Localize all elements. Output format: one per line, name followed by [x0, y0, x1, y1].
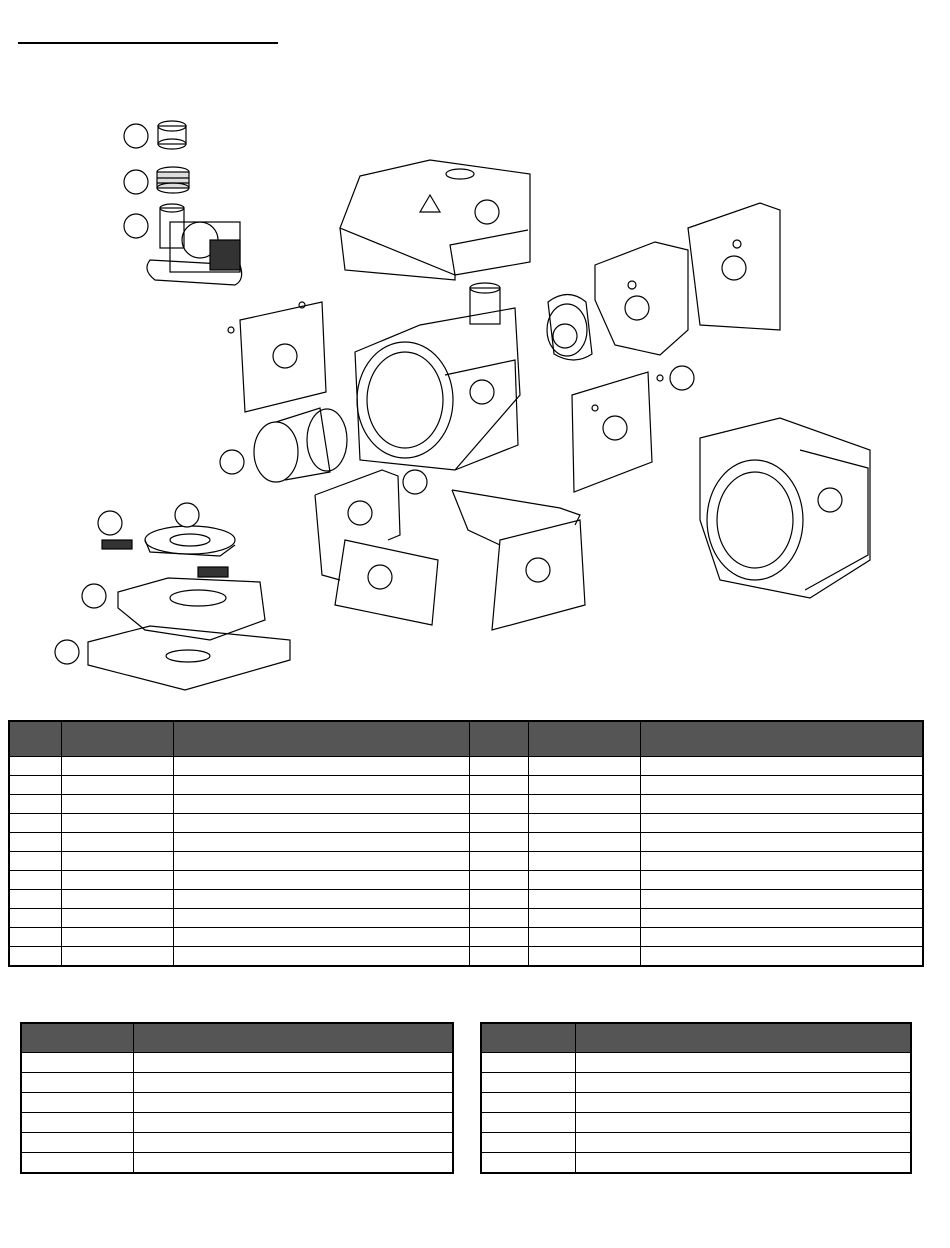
- table-cell: [9, 947, 62, 967]
- table-cell: [529, 814, 641, 833]
- table-cell: [529, 890, 641, 909]
- callout-8: [273, 344, 297, 368]
- exploded-parts-diagram: [0, 100, 950, 710]
- table-cell: [641, 795, 923, 814]
- header-cell: [576, 1023, 911, 1053]
- callout-17: [98, 511, 122, 535]
- table-cell: [481, 1073, 576, 1093]
- table-cell: [9, 833, 62, 852]
- table-cell: [576, 1073, 911, 1093]
- callout-20: [82, 584, 106, 608]
- parts-table: [8, 720, 924, 967]
- table-cell: [529, 871, 641, 890]
- table-cell: [576, 1153, 911, 1174]
- header-cell: [529, 721, 641, 757]
- table-cell: [9, 776, 62, 795]
- table-row: [9, 814, 923, 833]
- table-cell: [529, 757, 641, 776]
- title-underline: [18, 42, 278, 44]
- left-sub-table: [20, 1022, 454, 1174]
- table-cell: [529, 928, 641, 947]
- table-cell: [9, 852, 62, 871]
- table-cell: [576, 1093, 911, 1113]
- table-cell: [529, 833, 641, 852]
- callout-2: [124, 170, 148, 194]
- table-cell: [174, 833, 470, 852]
- table-cell: [62, 871, 174, 890]
- table-cell: [9, 757, 62, 776]
- table-cell: [9, 814, 62, 833]
- table-cell: [9, 890, 62, 909]
- callout-6: [625, 296, 649, 320]
- callout-12: [220, 450, 244, 474]
- table-cell: [21, 1073, 134, 1093]
- table-cell: [641, 909, 923, 928]
- callout-7: [553, 324, 577, 348]
- table-cell: [134, 1113, 454, 1133]
- table-cell: [62, 890, 174, 909]
- table-cell: [529, 795, 641, 814]
- assembled-unit-part: [700, 418, 870, 598]
- table-cell: [62, 814, 174, 833]
- table-cell: [174, 757, 470, 776]
- callout-15: [348, 501, 372, 525]
- right-sub-table-header: [481, 1023, 911, 1053]
- table-cell: [9, 928, 62, 947]
- table-cell: [174, 890, 470, 909]
- table-cell: [21, 1053, 134, 1073]
- table-cell: [470, 928, 529, 947]
- table-cell: [62, 852, 174, 871]
- table-cell: [481, 1093, 576, 1113]
- table-cell: [21, 1093, 134, 1113]
- table-cell: [174, 909, 470, 928]
- rear-leg-frame-part: [452, 490, 585, 630]
- blower-assembly-part: [147, 204, 242, 285]
- table-row: [481, 1093, 911, 1113]
- table-cell: [134, 1053, 454, 1073]
- callout-9: [470, 380, 494, 404]
- table-cell: [470, 776, 529, 795]
- base-pan-part: [88, 626, 290, 690]
- table-cell: [641, 776, 923, 795]
- callout-21: [55, 640, 79, 664]
- table-cell: [9, 909, 62, 928]
- table-row: [9, 776, 923, 795]
- table-cell: [134, 1093, 454, 1113]
- table-cell: [62, 795, 174, 814]
- callout-3: [124, 214, 148, 238]
- table-cell: [641, 890, 923, 909]
- header-cell: [481, 1023, 576, 1053]
- table-cell: [62, 776, 174, 795]
- table-cell: [62, 833, 174, 852]
- table-row: [9, 757, 923, 776]
- table-cell: [470, 871, 529, 890]
- callout-4: [475, 200, 499, 224]
- header-cell: [21, 1023, 134, 1053]
- heat-exchanger-part: [355, 283, 520, 470]
- table-cell: [174, 871, 470, 890]
- table-cell: [9, 795, 62, 814]
- table-row: [9, 833, 923, 852]
- callout-19: [368, 565, 392, 589]
- table-cell: [529, 776, 641, 795]
- table-row: [9, 947, 923, 967]
- header-cell: [174, 721, 470, 757]
- table-row: [481, 1153, 911, 1174]
- table-row: [21, 1073, 453, 1093]
- table-cell: [481, 1113, 576, 1133]
- callout-10: [670, 366, 694, 390]
- table-row: [9, 795, 923, 814]
- header-cell: [470, 721, 529, 757]
- table-row: [9, 852, 923, 871]
- top-jacket-panel-part: [340, 160, 530, 280]
- parts-table-header: [9, 721, 923, 757]
- table-cell: [174, 928, 470, 947]
- callout-5: [722, 256, 746, 280]
- callout-14: [818, 488, 842, 512]
- callout-11: [603, 416, 627, 440]
- table-cell: [641, 947, 923, 967]
- header-cell: [641, 721, 923, 757]
- table-cell: [481, 1153, 576, 1174]
- table-cell: [9, 871, 62, 890]
- callout-18: [526, 558, 550, 582]
- table-cell: [576, 1133, 911, 1153]
- table-row: [21, 1133, 453, 1153]
- burner-ring-part: [102, 526, 235, 577]
- table-row: [21, 1153, 453, 1174]
- table-cell: [470, 814, 529, 833]
- table-cell: [641, 871, 923, 890]
- table-row: [481, 1113, 911, 1133]
- callout-16: [175, 503, 199, 527]
- table-cell: [529, 947, 641, 967]
- table-row: [9, 909, 923, 928]
- table-row: [481, 1073, 911, 1093]
- table-cell: [174, 814, 470, 833]
- table-row: [21, 1093, 453, 1113]
- table-cell: [62, 928, 174, 947]
- table-cell: [62, 757, 174, 776]
- table-cell: [470, 757, 529, 776]
- table-cell: [174, 947, 470, 967]
- table-row: [21, 1053, 453, 1073]
- table-cell: [641, 928, 923, 947]
- table-cell: [470, 909, 529, 928]
- table-cell: [21, 1113, 134, 1133]
- header-cell: [62, 721, 174, 757]
- table-cell: [174, 795, 470, 814]
- table-cell: [62, 947, 174, 967]
- table-cell: [134, 1073, 454, 1093]
- callout-13: [403, 470, 427, 494]
- table-cell: [641, 833, 923, 852]
- table-cell: [529, 852, 641, 871]
- table-row: [21, 1113, 453, 1133]
- table-cell: [470, 890, 529, 909]
- table-cell: [62, 909, 174, 928]
- left-sub-table-header: [21, 1023, 453, 1053]
- table-cell: [21, 1153, 134, 1174]
- table-cell: [174, 776, 470, 795]
- header-cell: [9, 721, 62, 757]
- right-sub-table: [480, 1022, 912, 1174]
- table-cell: [174, 852, 470, 871]
- table-row: [9, 890, 923, 909]
- table-cell: [470, 852, 529, 871]
- table-cell: [481, 1133, 576, 1153]
- table-cell: [481, 1053, 576, 1073]
- burner-tube-part: [254, 408, 347, 482]
- table-cell: [641, 852, 923, 871]
- table-cell: [576, 1053, 911, 1073]
- table-cell: [470, 795, 529, 814]
- table-row: [9, 871, 923, 890]
- table-cell: [641, 757, 923, 776]
- table-cell: [470, 833, 529, 852]
- header-cell: [134, 1023, 454, 1053]
- table-cell: [529, 909, 641, 928]
- table-cell: [134, 1133, 454, 1153]
- table-row: [9, 928, 923, 947]
- table-row: [481, 1053, 911, 1073]
- callout-1: [124, 124, 148, 148]
- table-cell: [21, 1133, 134, 1153]
- table-cell: [576, 1113, 911, 1133]
- table-cell: [641, 814, 923, 833]
- table-cell: [134, 1153, 454, 1174]
- coupling-part: [158, 121, 186, 149]
- clamp-coupling-part: [157, 167, 189, 193]
- table-cell: [470, 947, 529, 967]
- table-row: [481, 1133, 911, 1153]
